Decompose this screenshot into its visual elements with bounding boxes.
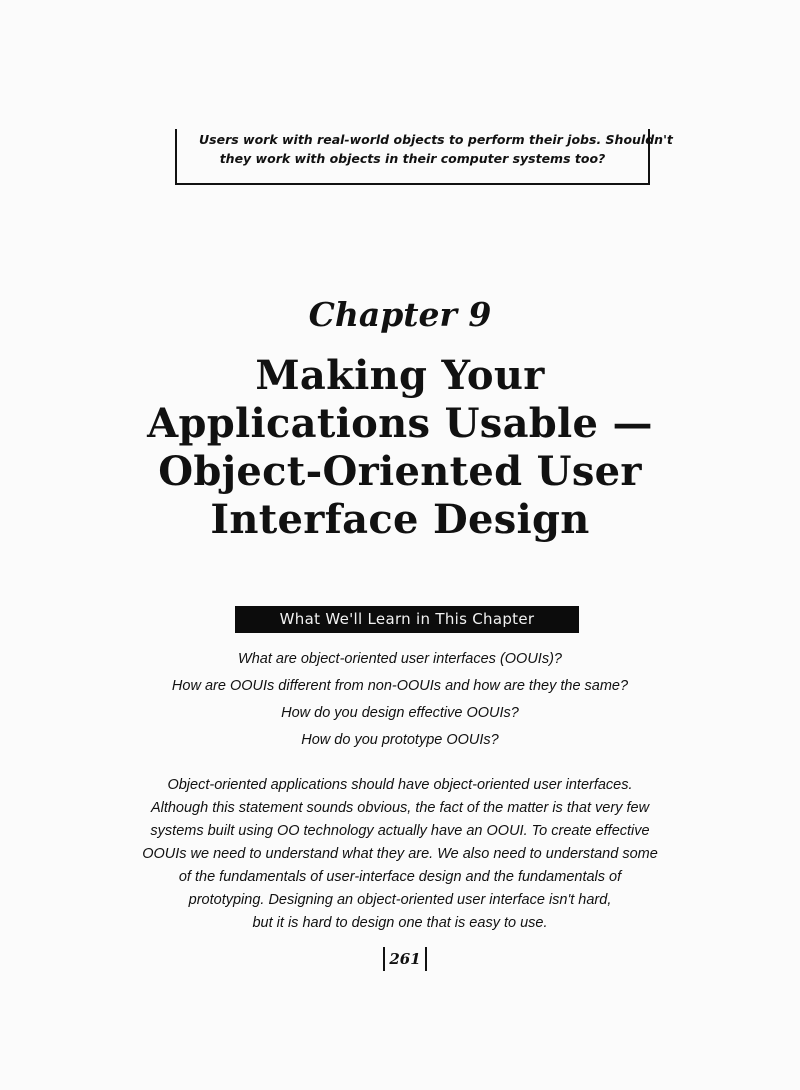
- epigraph-line-2: they work with objects in their computer systems too?: [219, 151, 606, 166]
- learn-question: What are object-oriented user interfaces (OOUIs)?: [238, 651, 562, 667]
- chapter-title-line-1: Making Your: [255, 352, 545, 399]
- chapter-label: Chapter 9: [308, 295, 492, 334]
- chapter-title-line-2: Applications Usable —: [147, 400, 653, 447]
- intro-line: Object-oriented applications should have object-oriented user interfaces.: [167, 777, 633, 793]
- page-number: 261: [383, 947, 427, 971]
- learn-question: How are OOUIs different from non-OOUIs and how are they the same?: [171, 678, 629, 694]
- intro-line: prototyping. Designing an object-oriented user interface isn't hard,: [188, 892, 612, 908]
- epigraph-box: [175, 129, 673, 185]
- intro-line: but it is hard to design one that is easy to use.: [252, 915, 548, 931]
- learn-section-heading: What We'll Learn in This Chapter: [235, 606, 579, 633]
- epigraph-line-1: Users work with real-world objects to perform their jobs. Shouldn't: [199, 132, 673, 147]
- chapter-title-line-4: Interface Design: [210, 496, 590, 543]
- intro-line: OOUIs we need to understand what they are. We also need to understand some: [142, 846, 658, 862]
- chapter-title-line-3: Object-Oriented User: [158, 448, 642, 495]
- intro-line: of the fundamentals of user-interface design and the fundamentals of: [178, 869, 622, 885]
- learn-question: How do you prototype OOUIs?: [301, 732, 499, 748]
- learn-question: How do you design effective OOUIs?: [281, 705, 519, 721]
- intro-line: systems built using OO technology actually have an OOUI. To create effective: [150, 823, 650, 839]
- intro-line: Although this statement sounds obvious, the fact of the matter is that very few: [150, 800, 650, 816]
